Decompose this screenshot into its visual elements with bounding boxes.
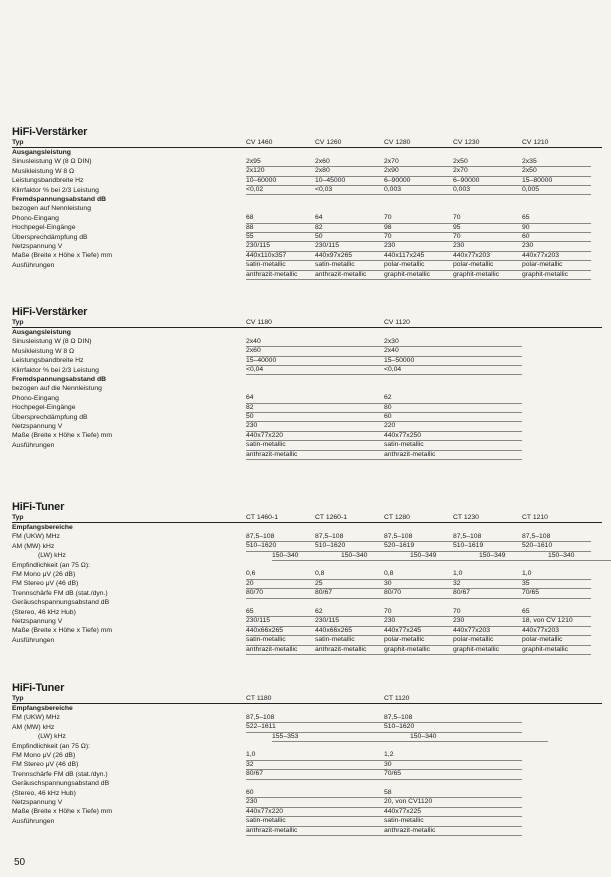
spec-label: Empfindlichkeit (an 75 Ω): [12,742,90,750]
spec-value: 65 [522,607,591,617]
spec-value: 20 [246,579,315,589]
spec-value: anthrazit-metallic [315,645,384,655]
spec-value: satin-metallic [315,260,384,270]
spec-value: 70 [384,232,453,242]
spec-value: 2x60 [246,346,384,356]
spec-value: <0,04 [384,365,522,375]
spec-label: Geräuschspannungsabstand dB [12,599,110,607]
type-label: Typ [12,138,24,146]
spec-label: Übersprechdämpfung dB [12,233,88,241]
spec-value: 80 [384,403,522,413]
spec-value: 65 [246,607,315,617]
spec-value: 230 [246,797,384,807]
spec-value: 230 [384,616,453,626]
spec-value: 440x77x220 [246,431,384,441]
spec-value: 440x97x265 [315,251,384,261]
spec-value: 87,5–108 [522,532,591,542]
spec-label: Geräuschspannungsabstand dB [12,780,110,788]
spec-label: Leistungsbandbreite Hz [12,177,84,185]
spec-row [12,270,602,279]
spec-value: anthrazit-metallic [384,450,522,460]
spec-value: 62 [384,393,522,403]
spec-value: 87,5–108 [315,532,384,542]
spec-label: Ausführungen [12,636,55,644]
spec-value: 440x77x203 [522,626,591,636]
spec-label: Musikleistung W 8 Ω [12,167,75,175]
spec-value: 10–45000 [315,176,384,186]
spec-value: <0,03 [315,185,384,195]
spec-value: 50 [246,412,384,422]
spec-value: 440x77x203 [522,251,591,261]
type-header-row [12,138,602,148]
spec-value: graphit-metallic [453,645,522,655]
spec-value: 15–40000 [246,356,384,366]
spec-value: 64 [246,393,384,403]
spec-label: Netzspannung V [12,798,63,806]
model-name: CT 1260-1 [315,513,347,521]
amplifier-table-2 [12,306,602,459]
spec-value: satin-metallic [246,440,384,450]
spec-value: 95 [453,223,522,233]
spec-label: Ausführungen [12,441,55,449]
model-name: CT 1180 [246,694,272,702]
spec-value: <0,04 [246,365,384,375]
spec-label: AM (MW) kHz [12,542,55,550]
spec-value: anthrazit-metallic [384,826,522,836]
spec-value: 150–349 [410,551,479,561]
spec-value: 230 [384,241,453,251]
spec-value: 510–1619 [453,541,522,551]
type-label: Typ [12,694,24,702]
spec-label: FM (UKW) MHz [12,533,60,541]
spec-value: 2x120 [246,166,315,176]
spec-value: polar-metallic [522,635,591,645]
spec-value: 2x40 [246,337,384,347]
type-header-row [12,513,602,523]
spec-value: 520–1610 [522,541,591,551]
spec-label: Netzspannung V [12,617,63,625]
spec-value: 80/67 [246,769,384,779]
spec-value: 98 [384,223,453,233]
spec-value: graphit-metallic [453,270,522,280]
spec-value: graphit-metallic [522,270,591,280]
spec-row [12,195,602,204]
spec-label: Fremdspannungsabstand dB [12,375,107,383]
spec-label: Musikleistung W 8 Ω [12,347,75,355]
model-name: CV 1210 [522,138,549,146]
spec-value: 50 [315,232,384,242]
spec-value: 230/115 [246,241,315,251]
spec-value: 510–1620 [315,541,384,551]
spec-value: 520–1619 [384,541,453,551]
spec-value: 440x77x245 [384,626,453,636]
spec-row [12,450,602,459]
spec-value: 64 [315,213,384,223]
spec-row [12,645,602,654]
spec-value: 440x117x245 [384,251,453,261]
spec-label: Ausführungen [12,817,55,825]
spec-value: 230 [453,616,522,626]
spec-label: (Stereo, 46 kHz Hub) [12,789,76,797]
spec-value: 62 [315,607,384,617]
spec-row [12,366,602,375]
model-name: CV 1260 [315,138,342,146]
spec-row [12,551,602,560]
spec-label: Empfangsbereiche [12,524,73,531]
spec-value: 150–340 [548,551,611,561]
spec-value: 87,5–108 [246,713,384,723]
spec-value: satin-metallic [246,260,315,270]
type-label: Typ [12,318,24,326]
spec-label: Empfindlichkeit (an 75 Ω): [12,561,90,569]
spec-value: 20, von CV1120 [384,797,522,807]
spec-value: 2x70 [453,166,522,176]
spec-value: 32 [453,579,522,589]
spec-label: Hochpegel-Eingänge [12,224,76,232]
spec-value: 440x77x225 [384,807,522,817]
spec-value: 70/65 [522,588,591,598]
spec-value: 80/67 [315,588,384,598]
spec-value: 70 [384,607,453,617]
spec-value: 60 [246,788,384,798]
spec-value: graphit-metallic [522,645,591,655]
spec-label: Trennschärfe FM dB (stat./dyn.) [12,770,108,778]
spec-value: 68 [246,213,315,223]
spec-value: 15–80000 [522,176,591,186]
spec-value: 230/115 [315,616,384,626]
spec-value: 82 [246,403,384,413]
model-name: CV 1460 [246,138,273,146]
spec-value: 0,8 [315,569,384,579]
spec-value: 0,003 [453,185,522,195]
spec-value: polar-metallic [453,260,522,270]
spec-value: 150–340 [341,551,410,561]
spec-value: 30 [384,579,453,589]
spec-value: 440x77x203 [453,626,522,636]
model-name: CT 1280 [384,513,410,521]
spec-value: anthrazit-metallic [246,270,315,280]
spec-value: 2x30 [384,337,522,347]
spec-value: 220 [384,421,522,431]
model-name: CT 1460-1 [246,513,278,521]
spec-value: 35 [522,579,591,589]
spec-value: 1,2 [384,750,522,760]
model-name: CT 1230 [453,513,479,521]
model-name: CV 1230 [453,138,480,146]
spec-row [12,826,602,835]
spec-value: 32 [246,760,384,770]
spec-row [12,732,602,741]
amplifier-table-1 [12,126,602,279]
spec-row [12,375,602,384]
spec-value: 58 [384,788,522,798]
spec-value: 440x77x250 [384,431,522,441]
spec-label: Maße (Breite x Höhe x Tiefe) mm [12,432,113,440]
spec-value: 55 [246,232,315,242]
spec-value: 70 [384,213,453,223]
spec-value: 70 [453,213,522,223]
spec-value: satin-metallic [384,816,522,826]
spec-value: polar-metallic [384,260,453,270]
spec-value: 510–1620 [384,722,522,732]
spec-label: Maße (Breite x Höhe x Tiefe) mm [12,627,113,635]
spec-label: Hochpegel-Eingänge [12,404,76,412]
spec-value: satin-metallic [384,440,522,450]
section-title: HiFi-Verstärker [12,306,88,318]
spec-value: anthrazit-metallic [315,270,384,280]
spec-value: 70 [453,232,522,242]
spec-row [12,589,602,598]
spec-value: 87,5–108 [453,532,522,542]
spec-value: 87,5–108 [246,532,315,542]
type-label: Typ [12,513,24,521]
spec-value: 2x90 [384,166,453,176]
spec-label: FM Stereo μV (46 dB) [12,761,79,769]
model-name: CT 1120 [384,694,410,702]
tuner-table-1 [12,501,602,654]
spec-value: 1,0 [522,569,591,579]
spec-value: polar-metallic [522,260,591,270]
spec-value: 80/70 [246,588,315,598]
spec-value: 6–90000 [384,176,453,186]
spec-value: 1,0 [246,750,384,760]
spec-value: 90 [522,223,591,233]
spec-value: 230 [246,421,384,431]
spec-label: Ausführungen [12,261,55,269]
spec-value: 80/67 [453,588,522,598]
spec-value: satin-metallic [246,816,384,826]
spec-value: anthrazit-metallic [246,826,384,836]
spec-value: 440x66x265 [246,626,315,636]
spec-label: Maße (Breite x Höhe x Tiefe) mm [12,808,113,816]
spec-value: 2x70 [384,157,453,167]
spec-label: Ausgangsleistung [12,149,71,156]
spec-label: Phono-Eingang [12,394,59,402]
spec-label: (Stereo, 46 kHz Hub) [12,608,76,616]
spec-value: polar-metallic [384,635,453,645]
spec-label: Ausgangsleistung [12,329,71,336]
spec-label: Maße (Breite x Höhe x Tiefe) mm [12,252,113,260]
spec-value: 25 [315,579,384,589]
spec-value: 0,005 [522,185,591,195]
spec-label: bezogen auf die Nennleistung [12,385,102,393]
spec-label: (LW) kHz [38,733,66,741]
spec-value: 440x77x203 [453,251,522,261]
spec-value: 30 [384,760,522,770]
spec-value: satin-metallic [246,635,315,645]
spec-label: Empfangsbereiche [12,705,73,712]
spec-value: 2x35 [522,157,591,167]
type-header-row [12,318,602,328]
spec-value: polar-metallic [453,635,522,645]
spec-value: <0,02 [246,185,315,195]
spec-value: 60 [522,232,591,242]
spec-label: Klirrfaktor % bei 2/3 Leistung [12,366,99,374]
spec-label: FM Stereo μV (46 dB) [12,580,79,588]
spec-value: 150–340 [272,551,341,561]
spec-value: 2x50 [453,157,522,167]
spec-value: 230 [522,241,591,251]
type-header-row [12,694,602,704]
spec-value: 80/70 [384,588,453,598]
spec-value: 87,5–108 [384,532,453,542]
spec-value: 70/65 [384,769,522,779]
spec-value: 2x50 [522,166,591,176]
spec-value: 150–349 [479,551,548,561]
spec-value: 87,5–108 [384,713,522,723]
spec-label: Trennschärfe FM dB (stat./dyn.) [12,589,108,597]
spec-label: Sinusleistung W (8 Ω DIN) [12,158,92,166]
spec-label: FM (UKW) MHz [12,714,60,722]
spec-value: 70 [453,607,522,617]
spec-value: anthrazit-metallic [246,645,315,655]
spec-value: 82 [315,223,384,233]
spec-label: Netzspannung V [12,242,63,250]
spec-value: graphit-metallic [384,270,453,280]
spec-value: 88 [246,223,315,233]
spec-value: 522–1611 [246,722,384,732]
spec-value: 2x80 [315,166,384,176]
spec-value: 10–60000 [246,176,315,186]
page-number: 50 [14,857,26,868]
spec-label: FM Mono μV (26 dB) [12,751,76,759]
spec-label: Leistungsbandbreite Hz [12,357,84,365]
section-title: HiFi-Tuner [12,501,65,513]
spec-label: bezogen auf Nennleistung [12,205,91,213]
spec-value: 230/115 [315,241,384,251]
spec-label: Fremdspannungsabstand dB [12,195,107,203]
spec-value: anthrazit-metallic [246,450,384,460]
model-name: CT 1210 [522,513,548,521]
spec-value: 510–1620 [246,541,315,551]
spec-row [12,186,602,195]
spec-label: Netzspannung V [12,422,63,430]
spec-value: 2x95 [246,157,315,167]
spec-label: Klirrfaktor % bei 2/3 Leistung [12,186,99,194]
spec-value: 440x66x265 [315,626,384,636]
spec-value: 15–50000 [384,356,522,366]
spec-label: Sinusleistung W (8 Ω DIN) [12,338,92,346]
spec-value: 150–340 [410,732,548,742]
spec-value: 440x77x220 [246,807,384,817]
spec-value: 2x40 [384,346,522,356]
spec-row [12,770,602,779]
spec-value: 0,8 [384,569,453,579]
spec-label: (LW) kHz [38,552,66,560]
section-title: HiFi-Tuner [12,682,65,694]
spec-label: AM (MW) kHz [12,723,55,731]
model-name: CV 1280 [384,138,411,146]
spec-value: 18, von CV 1210 [522,616,591,626]
spec-value: 0,003 [384,185,453,195]
spec-label: Übersprechdämpfung dB [12,413,88,421]
spec-value: 0,6 [246,569,315,579]
spec-value: 230 [453,241,522,251]
model-name: CV 1180 [246,318,272,326]
spec-value: 65 [522,213,591,223]
model-name: CV 1120 [384,318,410,326]
spec-value: graphit-metallic [384,645,453,655]
spec-value: 440x110x357 [246,251,315,261]
spec-value: 60 [384,412,522,422]
section-title: HiFi-Verstärker [12,126,88,138]
spec-value: 155–353 [272,732,410,742]
spec-label: Phono-Eingang [12,214,59,222]
tuner-table-2 [12,682,602,835]
spec-value: 230/115 [246,616,315,626]
spec-value: satin-metallic [315,635,384,645]
spec-label: FM Mono μV (26 dB) [12,570,76,578]
spec-value: 6–90000 [453,176,522,186]
spec-value: 2x60 [315,157,384,167]
spec-value: 1,0 [453,569,522,579]
